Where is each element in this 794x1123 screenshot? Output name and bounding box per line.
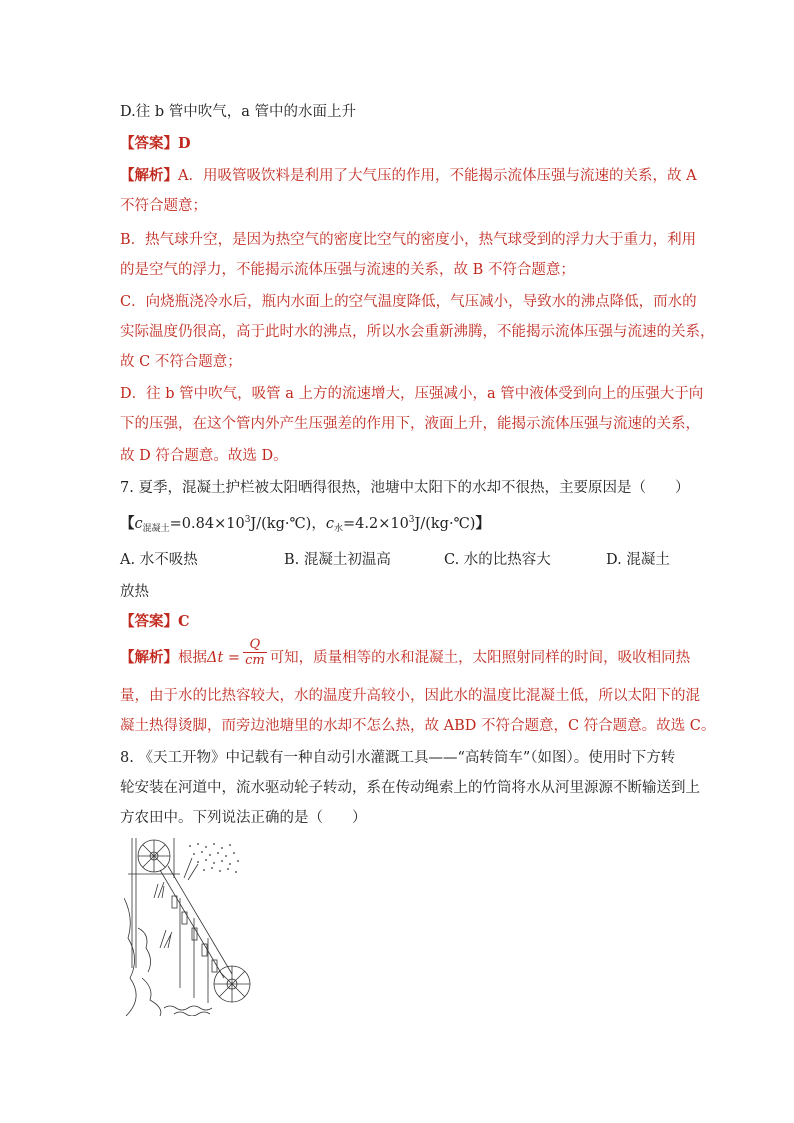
analysis-line: 的是空气的浮力，不能揭示流体压强与流速的关系，故 B 不符合题意； — [120, 262, 575, 278]
analysis-line: 故 C 不符合题意； — [120, 354, 242, 370]
analysis-label: 【解析】 — [120, 649, 178, 666]
option-b: B. 混凝土初温高 — [284, 552, 391, 568]
analysis-line: 故 D 符合题意。故选 D。 — [120, 448, 288, 464]
analysis-line: 【解析】根据Δt = $\frac{Q}{cm}$ 可知，质量相等的水和混凝土，太阳照射同样的时间，吸收相同热 — [120, 636, 691, 668]
answer-line-6 — [120, 134, 690, 154]
analysis-line: 凝土热得烫脚，而旁边池塘里的水却不怎么热，故 ABD 不符合题意，C 符合题意。故选 C。 — [120, 718, 716, 734]
analysis-line: 【解析】A．用吸管吸饮料是利用了大气压的作用，不能揭示流体压强与流速的关系，故 A — [120, 167, 697, 184]
option-d-continued: 放热 — [120, 584, 149, 600]
analysis-label: 【解析】 — [120, 167, 178, 184]
answer-value: C — [178, 613, 190, 630]
tube-wheel-illustration — [124, 838, 258, 1016]
specific-heat-formula: 【$c_{混凝土}=0.84\times 10^3J/(kg\cdot℃)$，$c_水=4.2\times 10^3J/(kg\cdot℃)$】 — [120, 515, 490, 534]
option-c: C. 水的比热容大 — [444, 552, 551, 568]
delta-t: Δt = — [207, 650, 241, 666]
question-8-stem: 轮安装在河道中，流水驱动轮子转动，系在传动绳索上的竹筒将水从河里源源不断输送到上 — [120, 780, 700, 796]
answer-value: D — [178, 135, 191, 152]
analysis-line: 下的压强，在这个管内外产生压强差的作用下，液面上升，能揭示流体压强与流速的关系， — [120, 416, 700, 432]
fraction-q-over-cm: $\frac{Q}{cm}$ — [245, 636, 265, 668]
analysis-line: 不符合题意； — [120, 198, 207, 214]
option-d-text: D.往 b 管中吹气，a 管中的水面上升 — [120, 104, 356, 120]
analysis-line: 实际温度仍很高，高于此时水的沸点，所以水会重新沸腾，不能揭示流体压强与流速的关系， — [120, 324, 715, 340]
analysis-line: 量，由于水的比热容较大，水的温度升高较小，因此水的温度比混凝土低，所以太阳下的混 — [120, 688, 700, 704]
question-8-stem: 方农田中。下列说法正确的是（ ） — [120, 810, 367, 826]
option-d: D. 混凝土 — [606, 552, 670, 568]
answer-line-7 — [120, 612, 690, 632]
analysis-line: B．热气球升空，是因为热空气的密度比空气的密度小，热气球受到的浮力大于重力，利用 — [120, 232, 697, 248]
analysis-line: C．向烧瓶浇冷水后，瓶内水面上的空气温度降低，气压减小，导致水的沸点降低，而水的 — [120, 294, 697, 310]
analysis-line: D．往 b 管中吹气，吸管 a 上方的流速增大，压强减小，a 管中液体受到向上的压强大于向 — [120, 386, 704, 402]
option-a: A. 水不吸热 — [120, 552, 198, 568]
question-7-stem: 7. 夏季，混凝土护栏被太阳晒得很热，池塘中太阳下的水却不很热，主要原因是（ ） — [120, 480, 690, 496]
answer-label: 【答案】 — [120, 613, 178, 630]
answer-label: 【答案】 — [120, 135, 178, 152]
question-8-stem: 8. 《天工开物》中记载有一种自动引水灌溉工具——“高转筒车”（如图）。使用时下方转 — [120, 750, 676, 766]
